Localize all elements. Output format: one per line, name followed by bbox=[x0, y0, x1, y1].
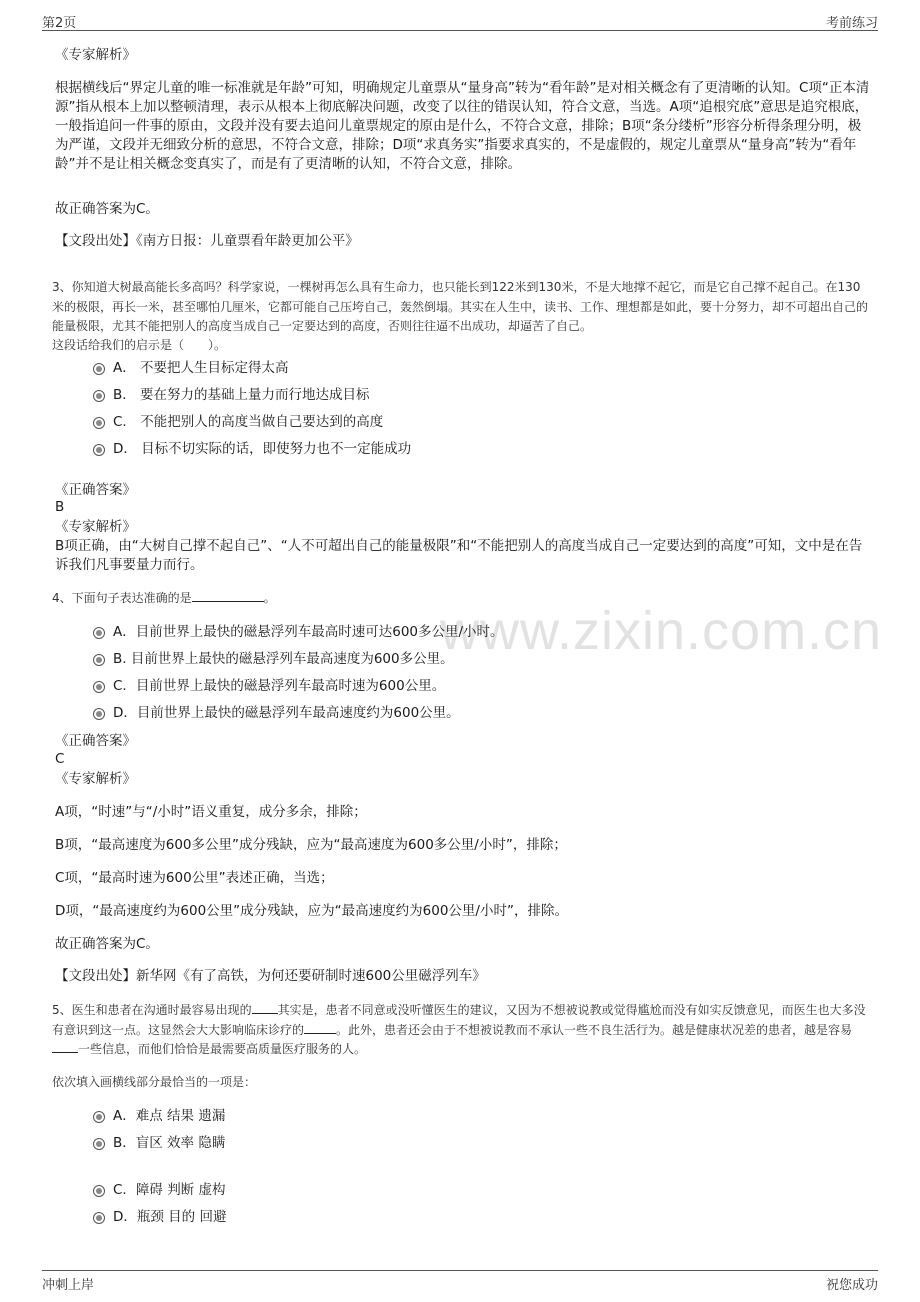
footer-divider bbox=[42, 1270, 878, 1271]
watermark: www.zixin.com.cn bbox=[440, 601, 883, 661]
q4-answer-title: 《正确答案》 bbox=[55, 733, 136, 749]
q4-analysis-d: D项，“最高速度约为600公里”成分残缺，应为“最高速度约为600公里/小时”，排除。 bbox=[55, 903, 568, 919]
q3-option-b[interactable]: B． 要在努力的基础上量力而行地达成目标 bbox=[93, 385, 370, 405]
q5-option-a[interactable]: A．难点 结果 遗漏 bbox=[93, 1106, 225, 1126]
radio-icon[interactable] bbox=[93, 417, 105, 429]
radio-icon[interactable] bbox=[93, 363, 105, 375]
q4-option-d[interactable]: D．目前世界上最快的磁悬浮列车最高速度约为600公里。 bbox=[93, 703, 460, 723]
q3-stem: 3、你知道大树最高能长多高吗？科学家说，一棵树再怎么具有生命力，也只能长到122米到130米，不是大地撑不起它，而是它自己撑不起自己。在130米的极限，再长一米，甚至哪怕几厘米，它都可能自己压垮自己，轰然倒塌。其实在人生中，读书、工作、理想都是如此，要十分努力，却不可超出自己的能量极限，尤其不能把别人的高度当成自己一定要达到的高度，否则往往逼不出成功，却逼苦了自己。 bbox=[52, 280, 869, 333]
radio-icon[interactable] bbox=[93, 708, 105, 720]
q4-conclusion: 故正确答案为C。 bbox=[55, 936, 159, 952]
q4-option-c[interactable]: C．目前世界上最快的磁悬浮列车最高时速为600公里。 bbox=[93, 676, 445, 696]
radio-icon[interactable] bbox=[93, 1185, 105, 1197]
answer-blank bbox=[192, 589, 264, 602]
q3-option-c[interactable]: C． 不能把别人的高度当做自己要达到的高度 bbox=[93, 412, 383, 432]
q4-analysis-b: B项，“最高速度为600多公里”成分残缺，应为“最高速度为600多公里/小时”，排除； bbox=[55, 837, 567, 853]
page-number: 第2页 bbox=[42, 16, 77, 31]
q4-analysis-a: A项，“时速”与“/小时”语义重复，成分多余，排除； bbox=[55, 804, 367, 820]
radio-icon[interactable] bbox=[93, 1212, 105, 1224]
radio-icon[interactable] bbox=[93, 627, 105, 639]
q5-option-b[interactable]: B．盲区 效率 隐瞒 bbox=[93, 1133, 225, 1153]
q3-answer-title: 《正确答案》 bbox=[55, 482, 136, 498]
q4-answer: C bbox=[55, 751, 65, 767]
footer-right-label: 祝您成功 bbox=[825, 1278, 878, 1293]
q4-analysis-c: C项，“最高时速为600公里”表述正确，当选； bbox=[55, 870, 334, 886]
footer-left-label: 冲刺上岸 bbox=[42, 1278, 95, 1293]
q3-answer: B bbox=[55, 499, 65, 515]
radio-icon[interactable] bbox=[93, 1138, 105, 1150]
radio-icon[interactable] bbox=[93, 390, 105, 402]
q3-option-a[interactable]: A． 不要把人生目标定得太高 bbox=[93, 358, 289, 378]
radio-icon[interactable] bbox=[93, 681, 105, 693]
answer-blank bbox=[52, 1040, 78, 1053]
q4-source: 【文段出处】新华网《有了高铁，为何还要研制时速600公里磁浮列车》 bbox=[55, 968, 486, 984]
radio-icon[interactable] bbox=[93, 444, 105, 456]
header-right-label: 考前练习 bbox=[825, 16, 878, 31]
q4-option-a[interactable]: A．目前世界上最快的磁悬浮列车最高时速可达600多公里/小时。 bbox=[93, 622, 504, 642]
answer-blank bbox=[252, 1001, 278, 1014]
q4-expert-title: 《专家解析》 bbox=[55, 771, 136, 787]
radio-icon[interactable] bbox=[93, 1111, 105, 1123]
q3-analysis: B项正确，由“大树自己撑不起自己”、“人不可超出自己的能量极限”和“不能把别人的高度当成自己一定要达到的高度”可知，文中是在告诉我们凡事要量力而行。 bbox=[55, 538, 863, 573]
radio-icon[interactable] bbox=[93, 654, 105, 666]
q5-option-c[interactable]: C．障碍 判断 虚构 bbox=[93, 1180, 226, 1200]
q3-prompt: 这段话给我们的启示是（ ）。 bbox=[52, 338, 227, 352]
q3-expert-title: 《专家解析》 bbox=[55, 519, 136, 535]
q2-analysis: 根据横线后“界定儿童的唯一标准就是年龄”可知，明确规定儿童票从“量身高”转为“看年龄”是对相关概念有了更清晰的认知。C项“正本清源”指从根本上加以整顿清理，表示从根本上彻底解决问题，改变了以往的错误认知，符合文意，当选。A项“追根究底”意思是追究根底，一般指追问一件事的原由，文段并没有要去追问儿童票规定的原由是什么，不符合文意，排除；B项“条分缕析”形容分析得条理分明，极为严谨，文段并无细致分析的意思，不符合文意，排除；D项“求真务实”指要求真实的，不是虚假的，规定儿童票从“量身高”转为“看年龄”并不是让相关概念变真实了，而是有了更清晰的认知，不符合文意，排除。 bbox=[55, 80, 870, 172]
q3-option-d[interactable]: D． 目标不切实际的话，即使努力也不一定能成功 bbox=[93, 439, 411, 459]
q2-conclusion: 故正确答案为C。 bbox=[55, 201, 159, 217]
q5-option-d[interactable]: D．瓶颈 目的 回避 bbox=[93, 1207, 226, 1227]
answer-blank bbox=[304, 1021, 336, 1034]
page-header bbox=[42, 8, 878, 30]
q5-stem: 5、医生和患者在沟通时最容易出现的 其实是，患者不同意或没听懂医生的建议，又因为不想被说教或觉得尴尬而没有如实反馈意见，而医生也大多没有意识到这一点。这显然会大大影响临床诊疗的 。此外，患者还会由于不想被说教而不承认一些不良生活行为。越是健康状况差的患者，越是容易一些信息，而他们恰恰是最需要高质量医疗服务的人。 bbox=[52, 1003, 866, 1056]
q2-source: 【文段出处】《南方日报：儿童票看年龄更加公平》 bbox=[55, 233, 359, 249]
q2-expert-title: 《专家解析》 bbox=[55, 47, 136, 63]
q5-prompt: 依次填入画横线部分最恰当的一项是： bbox=[52, 1075, 257, 1089]
q4-stem: 4、下面句子表达准确的是 。 bbox=[52, 591, 276, 605]
header-divider bbox=[42, 30, 878, 31]
q4-option-b[interactable]: B. 目前世界上最快的磁悬浮列车最高速度为600多公里。 bbox=[93, 649, 454, 669]
